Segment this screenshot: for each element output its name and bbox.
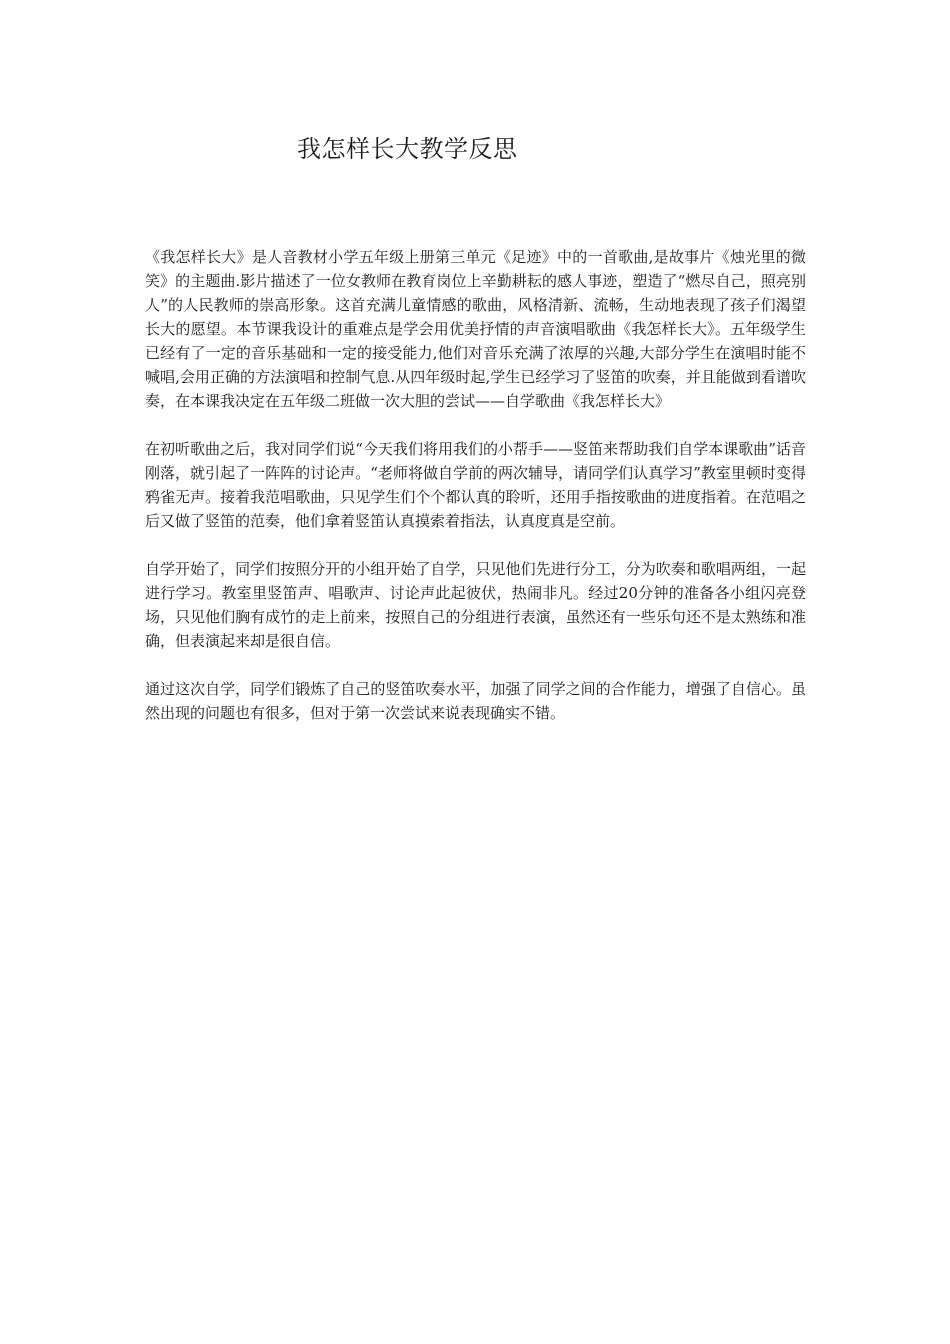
document-body xyxy=(145,245,806,749)
paragraph-intro: 《我怎样长大》是人音教材小学五年级上册第三单元《足迹》中的一首歌曲,是故事片《烛光里的微笑》的主题曲.影片描述了一位女教师在教育岗位上辛勤耕耘的感人事迹，塑造了“燃尽自己，照亮别人”的人民教师的崇高形象。这首充满儿童情感的歌曲，风格清新、流畅，生动地表现了孩子们渴望长大的愿望。本节课我设计的重难点是学会用优美抒情的声音演唱歌曲《我怎样长大》。五年级学生已经有了一定的音乐基础和一定的接受能力,他们对音乐充满了浓厚的兴趣,大部分学生在演唱时能不喊唱,会用正确的方法演唱和控制气息.从四年级时起,学生已经学习了竖笛的吹奏，并且能做到看谱吹奏，在本课我决定在五年级二班做一次大胆的尝试——自学歌曲《我怎样长大》 xyxy=(145,248,806,410)
paragraph-self-study: 自学开始了，同学们按照分开的小组开始了自学，只见他们先进行分工，分为吹奏和歌唱两组，一起进行学习。教室里竖笛声、唱歌声、讨论声此起彼伏，热闹非凡。经过20分钟的准备各小组闪亮登场，只见他们胸有成竹的走上前来，按照自己的分组进行表演，虽然还有一些乐句还不是太熟练和准确，但表演起来却是很自信。 xyxy=(145,560,806,650)
document-title: 我怎样长大教学反思 xyxy=(297,135,518,163)
paragraph-first-listening: 在初听歌曲之后，我对同学们说“今天我们将用我们的小帮手——竖笛来帮助我们自学本课歌曲”话音刚落，就引起了一阵阵的讨论声。“老师将做自学前的两次辅导，请同学们认真学习”教室里顿时变得鸦雀无声。接着我范唱歌曲，只见学生们个个都认真的聆听，还用手指按歌曲的进度指着。在范唱之后又做了竖笛的范奏，他们拿着竖笛认真摸索着指法，认真度真是空前。 xyxy=(145,440,806,530)
paragraph-conclusion: 通过这次自学，同学们锻炼了自己的竖笛吹奏水平，加强了同学之间的合作能力，增强了自信心。虽然出现的问题也有很多，但对于第一次尝试来说表现确实不错。 xyxy=(145,680,806,722)
